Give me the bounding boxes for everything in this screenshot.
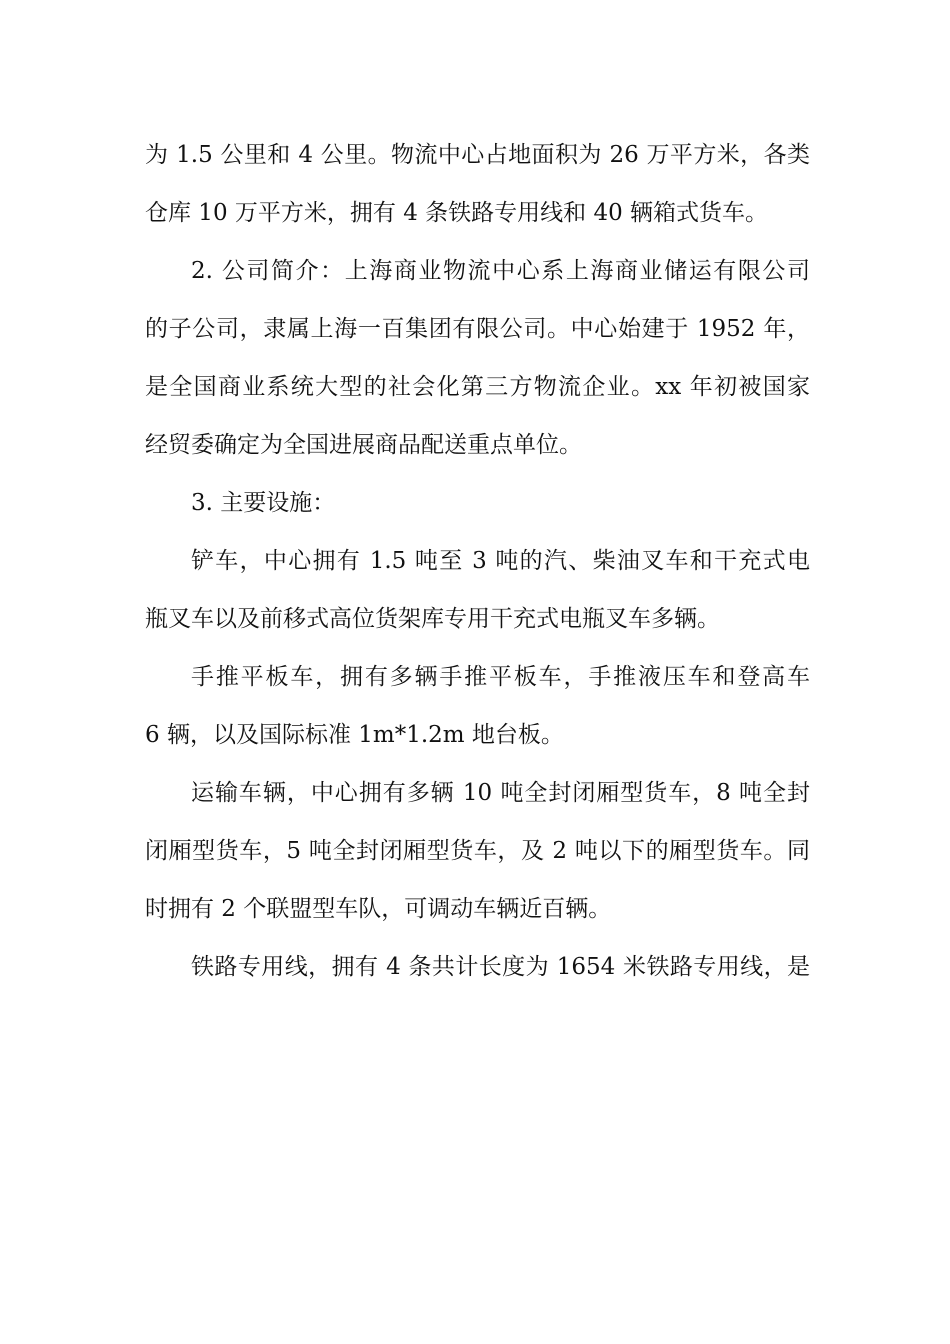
text-line: 是全国商业系统大型的社会化第三方物流企业。xx 年初被国家 [145,374,810,400]
text-line: 仓库 10 万平方米，拥有 4 条铁路专用线和 40 辆箱式货车。 [145,200,769,226]
text-line: 6 辆，以及国际标准 1m*1.2m 地台板。 [145,722,564,748]
text-line: 3. 主要设施： [191,490,336,516]
text-line: 2. 公司简介：上海商业物流中心系上海商业储运有限公司 [191,258,810,284]
text-line: 为 1.5 公里和 4 公里。物流中心占地面积为 26 万平方米，各类 [145,142,810,168]
text-line: 经贸委确定为全国进展商品配送重点单位。 [145,432,582,458]
text-line: 铁路专用线，拥有 4 条共计长度为 1654 米铁路专用线，是 [191,954,810,980]
text-line: 瓶叉车以及前移式高位货架库专用干充式电瓶叉车多辆。 [145,606,720,632]
text-line: 时拥有 2 个联盟型车队，可调动车辆近百辆。 [145,896,612,922]
body-text [145,126,810,996]
text-line: 的子公司，隶属上海一百集团有限公司。中心始建于 1952 年， [145,316,810,342]
text-line: 手推平板车，拥有多辆手推平板车，手推液压车和登高车 [191,664,810,690]
text-line: 运输车辆，中心拥有多辆 10 吨全封闭厢型货车，8 吨全封 [191,780,810,806]
text-line: 铲车，中心拥有 1.5 吨至 3 吨的汽、柴油叉车和干充式电 [191,548,810,574]
text-line: 闭厢型货车，5 吨全封闭厢型货车，及 2 吨以下的厢型货车。同 [145,838,810,864]
